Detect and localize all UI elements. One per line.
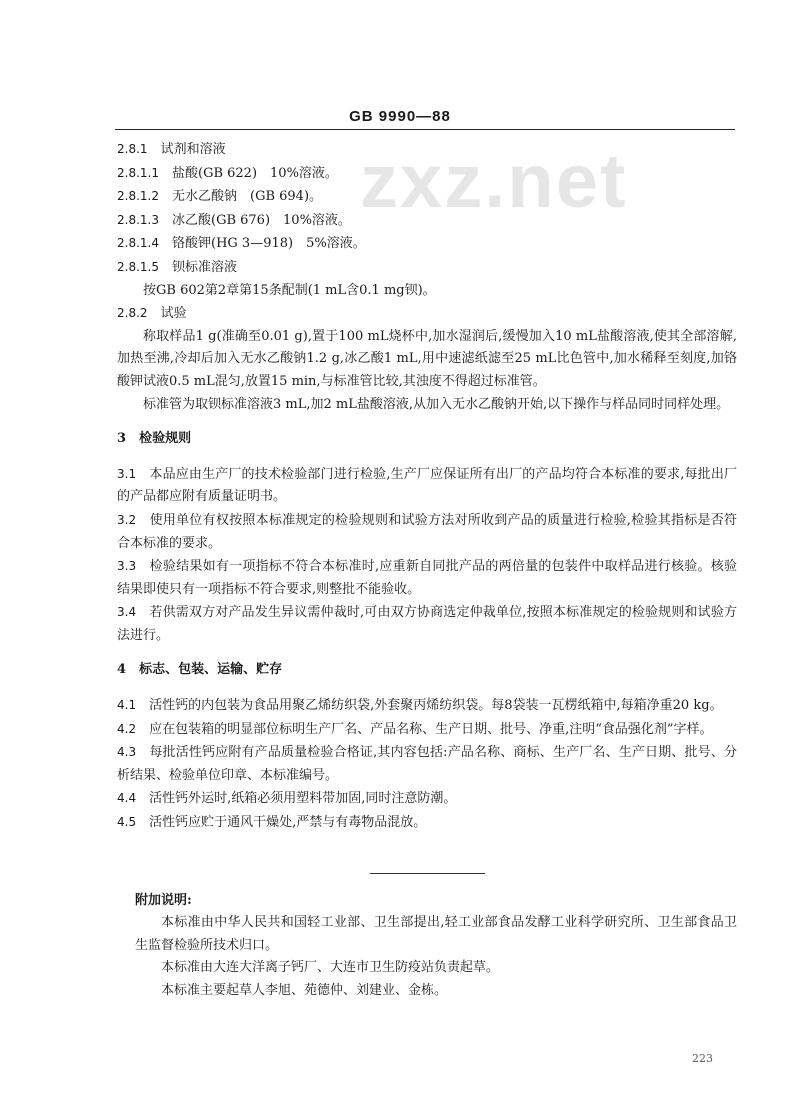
test-paragraph-2: 标准管为取钡标准溶液3 mL,加2 mL盐酸溶液,从加入无水乙酸钠开始,以下操作与样品同时同样处理。 (143, 396, 730, 412)
section-2-8-2: 2.8.2 试验 (117, 306, 187, 322)
section-2-8-1-3: 2.8.1.3 冰乙酸(GB 676) 10%溶液。 (117, 212, 351, 228)
page-number: 223 (692, 1052, 713, 1065)
header-rule (115, 129, 735, 130)
clause-4-1: 4.1 活性钙的内包装为食品用聚乙烯纺织袋,外套聚丙烯纺织袋。每8袋装一瓦楞纸箱中,每箱净重20 kg。 (117, 698, 723, 714)
test-paragraph-1: 称取样品1 g(准确至0.01 g),置于100 mL烧杯中,加水湿润后,缓慢加入10 mL盐酸溶液,使其全部溶解,加热至沸,冷却后加入无水乙酸钠1.2 g,冰乙酸1 mL,用中速滤纸滤至25 mL比色管中,加水稀释至刻度,加铬酸钾试液0.5 mL混匀,放置15 min,与标准管比较,其浊度不得超过标准管。 (117, 328, 737, 389)
additional-notes-title: 附加说明: (135, 892, 192, 908)
clause-3-1: 3.1 本品应由生产厂的技术检验部门进行检验,生产厂应保证所有出厂的产品均符合本标准的要求,每批出厂的产品都应附有质量证明书。 (117, 466, 737, 505)
section-2-8-1-2: 2.8.1.2 无水乙酸钠 (GB 694)。 (117, 189, 323, 205)
chapter-4-title: 4 标志、包装、运输、贮存 (117, 662, 283, 678)
additional-note-1: 本标准由中华人民共和国轻工业部、卫生部提出,轻工业部食品发酵工业科学研究所、卫生部食品卫生监督检验所技术归口。 (135, 915, 737, 953)
watermark: zxz.net (360, 139, 628, 224)
clause-4-4: 4.4 活性钙外运时,纸箱必须用塑料带加固,同时注意防潮。 (117, 791, 457, 807)
barium-preparation: 按GB 602第2章第15条配制(1 mL含0.1 mg钡)。 (143, 282, 436, 298)
additional-note-2: 本标准由大连大洋离子钙厂、大连市卫生防疫站负责起草。 (161, 960, 500, 976)
document-body (117, 138, 737, 1003)
section-separator (370, 873, 485, 874)
clause-4-3: 4.3 每批活性钙应附有产品质量检验合格证,其内容包括:产品名称、商标、生产厂名、生产日期、批号、分析结果、检验单位印章、本标准编号。 (117, 745, 737, 783)
clause-3-2: 3.2 使用单位有权按照本标准规定的检验规则和试验方法对所收到产品的质量进行检验,检验其指标是否符合本标准的要求。 (117, 512, 737, 551)
clause-4-2: 4.2 应在包装箱的明显部位标明生产厂名、产品名称、生产日期、批号、净重,注明“食品强化剂”字样。 (117, 721, 713, 737)
standard-code-header: GB 9990—88 (349, 108, 451, 125)
section-2-8-1-4: 2.8.1.4 铬酸钾(HG 3—918) 5%溶液。 (117, 236, 366, 252)
clause-4-5: 4.5 活性钙应贮于通风干燥处,严禁与有毒物品混放。 (117, 815, 427, 831)
chapter-3-title: 3 检验规则 (117, 431, 192, 447)
section-2-8-1: 2.8.1 试剂和溶液 (117, 142, 226, 157)
clause-3-3: 3.3 检验结果如有一项指标不符合本标准时,应重新自同批产品的两倍量的包装件中取样品进行核验。核验结果即使只有一项指标不符合要求,则整批不能验收。 (117, 559, 737, 597)
section-2-8-1-1: 2.8.1.1 盐酸(GB 622) 10%溶液。 (117, 165, 338, 181)
section-2-8-1-5: 2.8.1.5 钡标准溶液 (117, 259, 238, 275)
clause-3-4: 3.4 若供需双方对产品发生异议需仲裁时,可由双方协商选定仲裁单位,按照本标准规定的检验规则和试验方法进行。 (117, 605, 737, 643)
additional-note-3: 本标准主要起草人李旭、苑德仲、刘建业、金栋。 (161, 983, 448, 998)
